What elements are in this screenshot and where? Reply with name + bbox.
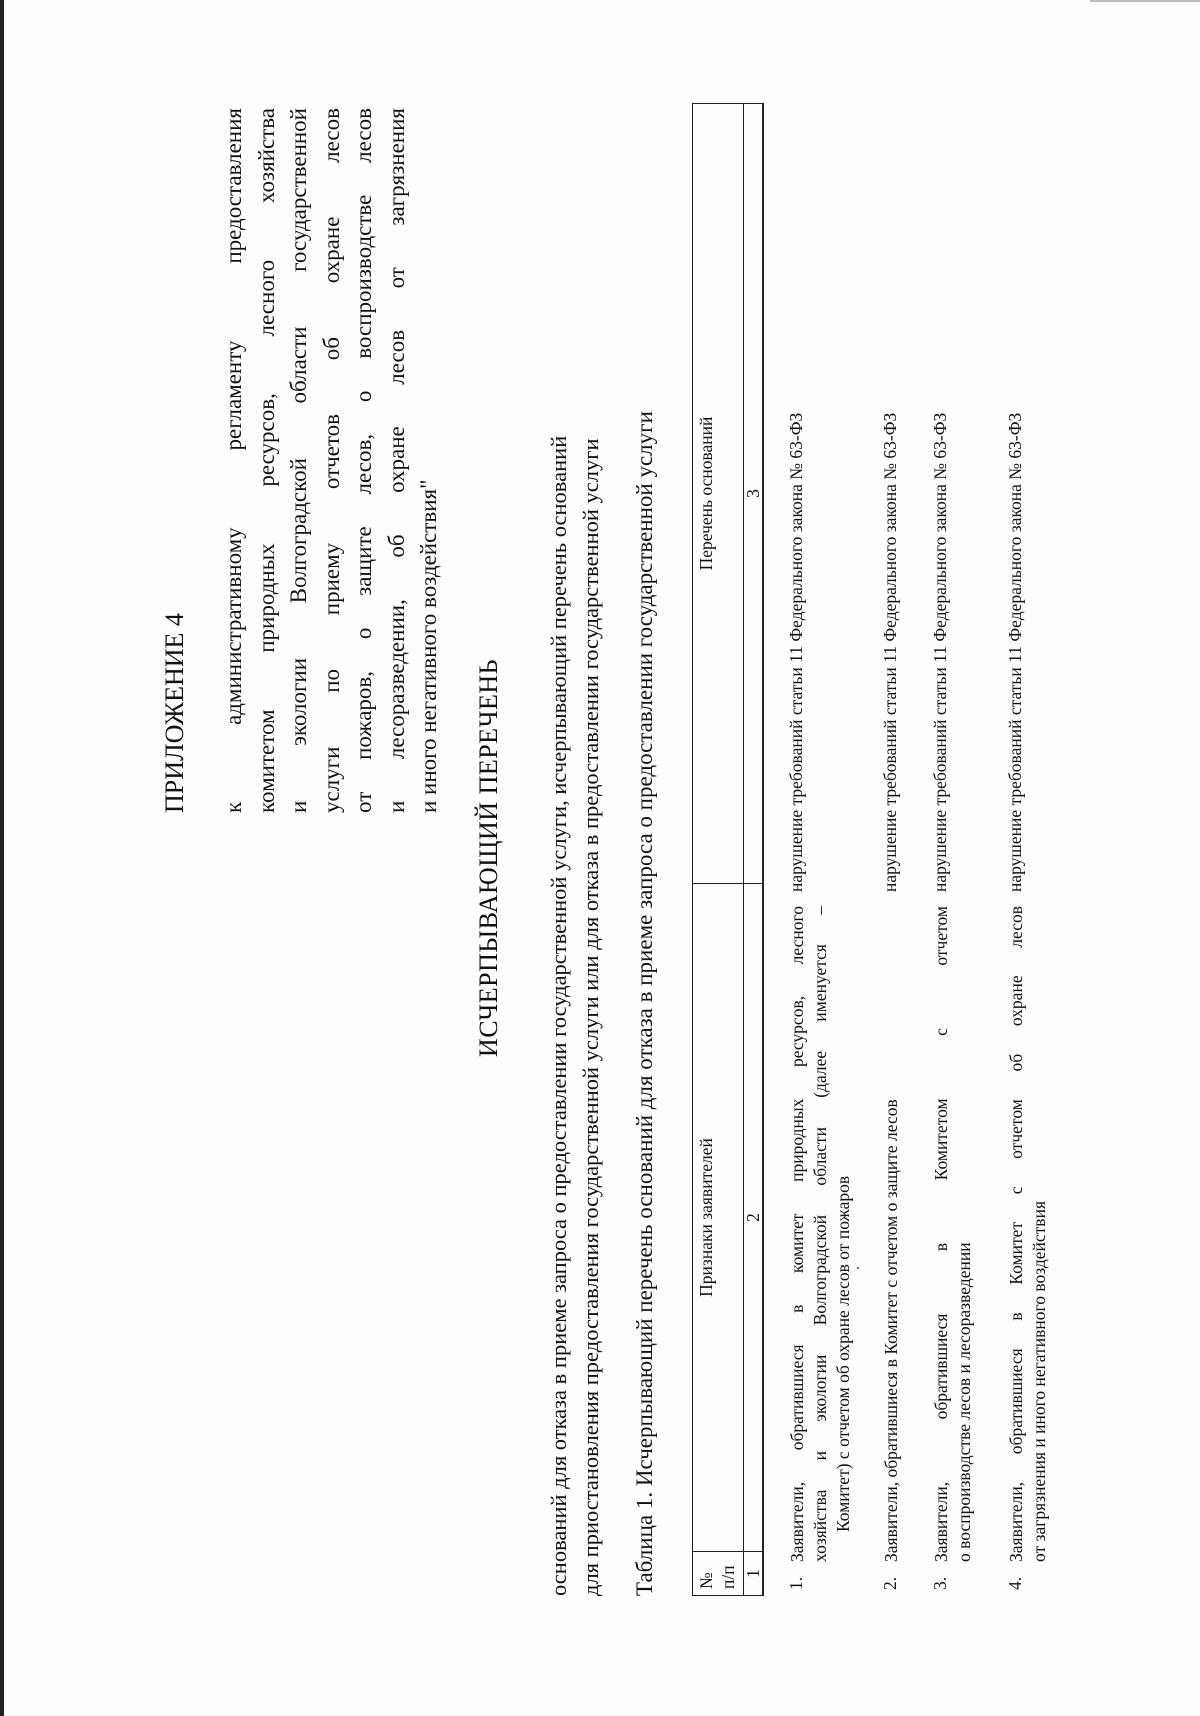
regulation-line: услуги по приему отчетов об охране лесов [318, 108, 344, 813]
row-applicants [930, 906, 976, 1562]
applicant-line: Заявители, обратившиеся в Комитет с отчетом об охране лесов [1006, 906, 1026, 1562]
row-index: 4. [1005, 1576, 1025, 1590]
applicant-line: хозяйства и экологии Волгоградской области (далее именуется – [810, 906, 830, 1562]
header-number-part: п/п [718, 1565, 738, 1589]
subtitle-line: для приостановления предоставления государственной услуги или для отказа в предоставлении государственной услуги [578, 438, 603, 1596]
applicant-line: Заявители, обратившиеся в Комитет с отчетом о защите лесов [881, 1099, 901, 1562]
table-caption: Таблица 1. Исчерпывающий перечень оснований для отказа в приеме запроса о предоставлении государственной услуги [632, 411, 657, 1596]
row-reason: нарушение требований статьи 11 Федерального закона № 63-ФЗ [930, 412, 950, 892]
regulation-reference [218, 108, 446, 813]
scan-speck [857, 1267, 859, 1269]
row-index: 3. [930, 1576, 950, 1590]
column-number: 1 [744, 1552, 764, 1596]
column-number: 3 [744, 104, 764, 884]
applicant-line: Заявители, обратившиеся в комитет природных ресурсов, лесного [787, 906, 807, 1562]
header-grounds: Перечень оснований [693, 104, 744, 884]
applicant-line: Заявители, обратившиеся в Комитетом с отчетом [931, 906, 951, 1562]
row-applicants [786, 906, 855, 1562]
row-index: 2. [880, 1576, 900, 1590]
regulation-line: от пожаров, о защите лесов, о воспроизводстве лесов [351, 108, 376, 813]
row-reason: нарушение требований статьи 11 Федерального закона № 63-ФЗ [786, 412, 806, 892]
row-reason: нарушение требований статьи 11 Федерального закона № 63-ФЗ [1005, 412, 1025, 892]
applicant-line: о воспроизводстве лесов и лесоразведении [954, 1242, 974, 1562]
regulation-line: и экологии Волгоградской области государственной [286, 108, 311, 813]
document-title: ИСЧЕРПЫВАЮЩИЙ ПЕРЕЧЕНЬ [474, 658, 503, 1058]
document-subtitle [543, 96, 607, 1596]
applicant-line: от загрязнения и иного негативного воздействия [1029, 1201, 1049, 1562]
row-applicants [880, 906, 903, 1562]
row-index: 1. [786, 1576, 806, 1590]
header-number [693, 1552, 744, 1596]
regulation-line: и иного негативного воздействия" [416, 479, 441, 813]
header-applicants: Признаки заявителей [693, 884, 744, 1552]
subtitle-line: оснований для отказа в приеме запроса о предоставлении государственной услуги, исчерпывающий перечень оснований [546, 435, 571, 1596]
applicant-line: Комитет) с отчетом об охране лесов от пожаров [833, 1175, 853, 1532]
appendix-title: ПРИЛОЖЕНИЕ 4 [160, 613, 189, 813]
row-reason: нарушение требований статьи 11 Федерального закона № 63-ФЗ [880, 412, 900, 892]
regulation-line: и лесоразведении, об охране лесов от загрязнения [383, 108, 409, 813]
column-number: 2 [744, 884, 764, 1552]
row-applicants [1005, 906, 1051, 1562]
header-number-part: № [696, 1572, 716, 1589]
regulation-line: к административному регламенту предоставления [221, 108, 246, 813]
regulation-line: комитетом природных ресурсов, лесного хозяйства [253, 108, 279, 813]
grounds-table [692, 104, 1049, 1596]
